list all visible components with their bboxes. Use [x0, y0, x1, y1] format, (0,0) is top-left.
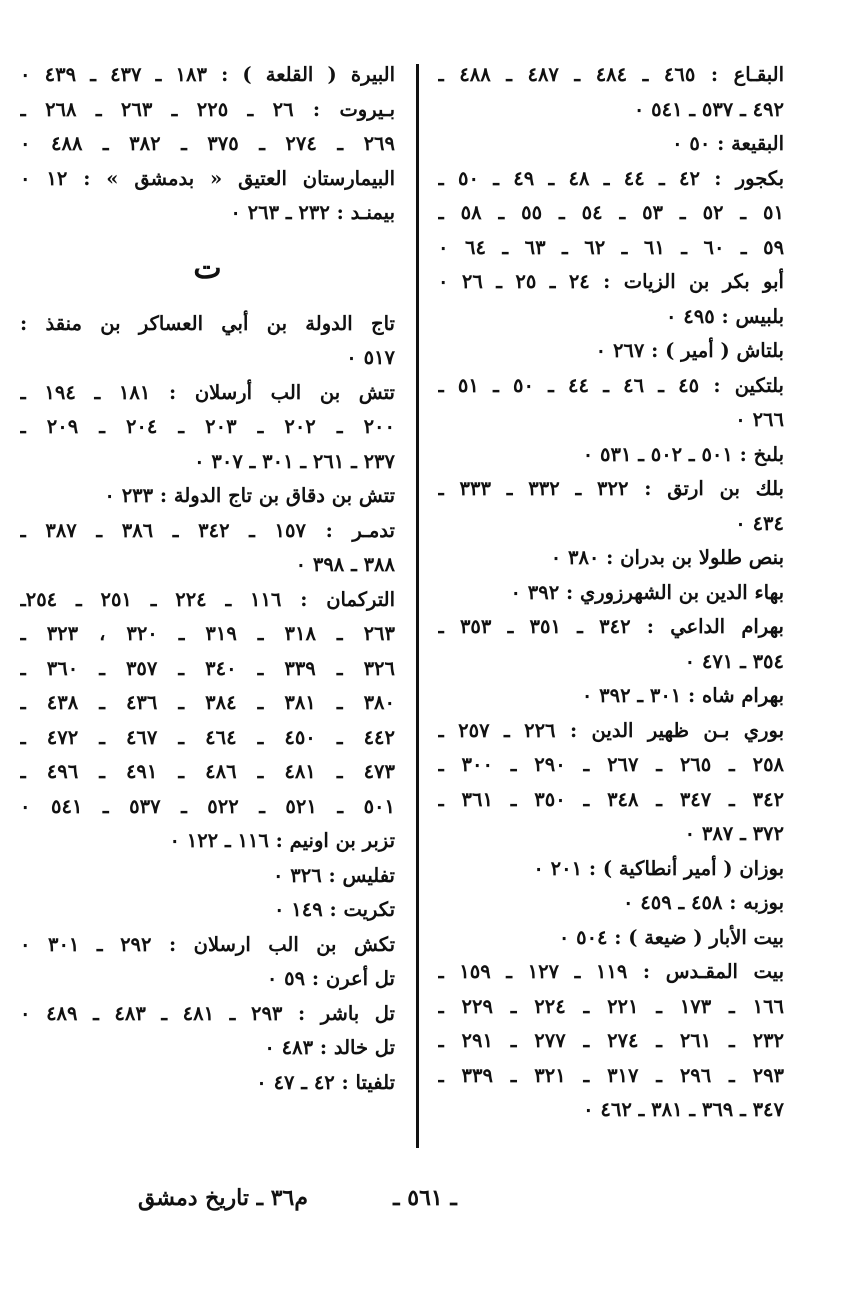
index-entry: البقيعة : ٥٠ ٠	[672, 132, 784, 155]
index-entry: ٣٨٨ ـ ٣٩٨ ٠	[295, 553, 395, 576]
index-entry: ٤٤٢ ـ ٤٥٠ ـ ٤٦٤ ـ ٤٦٧ ـ ٤٧٢ ـ	[20, 725, 395, 749]
index-entry: البقـاع : ٤٦٥ ـ ٤٨٤ ـ ٤٨٧ ـ ٤٨٨ ـ	[438, 63, 784, 86]
index-entry: ٢٣٧ ـ ٢٦١ ـ ٣٠١ ـ ٣٠٧ ٠	[194, 449, 395, 473]
index-entry: بلك بن ارتق : ٣٢٢ ـ ٣٣٢ ـ ٣٣٣ ـ	[438, 477, 784, 500]
index-entry: تل خالد : ٤٨٣ ٠	[264, 1036, 395, 1059]
index-entry: تدمـر : ١٥٧ ـ ٣٤٢ ـ ٣٨٦ ـ ٣٨٧ ـ	[20, 518, 395, 542]
index-entry: تفليس : ٣٢٦ ٠	[273, 863, 395, 887]
index-entry: بيت المقـدس : ١١٩ ـ ١٢٧ ـ ١٥٩ ـ	[438, 960, 784, 983]
index-entry: ٥١٧ ٠	[346, 346, 395, 369]
index-entry: بهرام شاه : ٣٠١ ـ ٣٩٢ ٠	[581, 684, 784, 707]
index-entry: التركمان : ١١٦ ـ ٢٢٤ ـ ٢٥١ ـ ٢٥٤ـ	[20, 587, 395, 611]
index-entry: ١٦٦ ـ ١٧٣ ـ ٢٢١ ـ ٢٢٤ ـ ٢٢٩ ـ	[438, 994, 784, 1018]
index-entry: بوزبه : ٤٥٨ ـ ٤٥٩ ٠	[623, 891, 784, 914]
column-divider	[416, 64, 419, 1148]
index-entry: ٣٤٧ ـ ٣٦٩ ـ ٣٨١ ـ ٤٦٢ ٠	[583, 1098, 784, 1121]
index-entry: تتش بن دقاق بن تاج الدولة : ٢٣٣ ٠	[104, 484, 395, 507]
index-entry: ٤٩٢ ـ ٥٣٧ ـ ٥٤١ ٠	[633, 97, 784, 121]
index-entry: ٣٤٢ ـ ٣٤٧ ـ ٣٤٨ ـ ٣٥٠ ـ ٣٦١ ـ	[438, 787, 784, 811]
index-entry: تزبر بن اونيم : ١١٦ ـ ١٢٢ ٠	[169, 829, 395, 852]
index-entry: تلفيتا : ٤٢ ـ ٤٧ ٠	[256, 1070, 395, 1094]
index-entry: بلىخ : ٥٠١ ـ ٥٠٢ ـ ٥٣١ ٠	[582, 442, 784, 466]
index-entry: ٢٦٩ ـ ٢٧٤ ـ ٣٧٥ ـ ٣٨٢ ـ ٤٨٨ ٠	[20, 132, 395, 155]
index-entry: ٥١ ـ ٥٢ ـ ٥٣ ـ ٥٤ ـ ٥٥ ـ ٥٨ ـ	[438, 201, 784, 224]
index-entry: بـيروت : ٢٦ ـ ٢٢٥ ـ ٢٦٣ ـ ٢٦٨ ـ	[20, 97, 395, 121]
index-entry: بوري بـن ظهير الدين : ٢٢٦ ـ ٢٥٧ ـ	[438, 718, 784, 742]
section-letter-heading: ت	[193, 250, 222, 286]
index-entry: ٤٣٤ ٠	[735, 511, 784, 535]
volume-label: م٣٦ ـ تاريخ دمشق	[137, 1185, 308, 1211]
index-entry: بنص طلولا بن بدران : ٣٨٠ ٠	[550, 546, 784, 569]
index-entry: ٥٠١ ـ ٥٢١ ـ ٥٢٢ ـ ٥٣٧ ـ ٥٤١ ٠	[20, 794, 395, 818]
index-entry: بهاء الدين بن الشهرزوري : ٣٩٢ ٠	[510, 580, 784, 604]
index-entry: ٣٥٤ ـ ٤٧١ ٠	[684, 649, 784, 673]
index-entry: تل باشر : ٢٩٣ ـ ٤٨١ ـ ٤٨٣ ـ ٤٨٩ ٠	[20, 1001, 395, 1025]
index-column-right	[438, 58, 784, 1128]
index-entry: ٢٣٢ ـ ٢٦١ ـ ٢٧٤ ـ ٢٧٧ ـ ٢٩١ ـ	[438, 1029, 784, 1052]
index-entry: ٢٦٦ ٠	[735, 408, 784, 431]
index-entry: تكريت : ١٤٩ ٠	[273, 898, 395, 921]
index-entry: بكجور : ٤٢ ـ ٤٤ ـ ٤٨ ـ ٤٩ ـ ٥٠ ـ	[438, 166, 784, 190]
index-entry: ٢٠٠ ـ ٢٠٢ ـ ٢٠٣ ـ ٢٠٤ ـ ٢٠٩ ـ	[20, 415, 395, 438]
index-entry: تتش بن الب أرسلان : ١٨١ ـ ١٩٤ ـ	[20, 380, 395, 404]
index-entry: تكش بن الب ارسلان : ٢٩٢ ـ ٣٠١ ٠	[20, 932, 395, 956]
index-entry: البيرة ( القلعة ) : ١٨٣ ـ ٤٣٧ ـ ٤٣٩ ٠	[20, 63, 395, 86]
index-entry: ٥٩ ـ ٦٠ ـ ٦١ ـ ٦٢ ـ ٦٣ ـ ٦٤ ٠	[438, 235, 784, 259]
index-column-left	[20, 58, 395, 1100]
index-entry: بلبيس : ٤٩٥ ٠	[666, 304, 784, 328]
index-entry: تاج الدولة بن أبي العساكر بن منقذ :	[20, 311, 395, 335]
page-number: ـ ٥٦١ ـ	[393, 1185, 457, 1211]
index-entry: ٢٥٨ ـ ٢٦٥ ـ ٢٦٧ ـ ٢٩٠ ـ ٣٠٠ ـ	[438, 753, 784, 776]
index-entry: ٤٧٣ ـ ٤٨١ ـ ٤٨٦ ـ ٤٩١ ـ ٤٩٦ ـ	[20, 760, 395, 783]
index-entry: ٢٩٣ ـ ٢٩٦ ـ ٣١٧ ـ ٣٢١ ـ ٣٣٩ ـ	[438, 1063, 784, 1087]
index-entry: بوزان ( أمير أنطاكية ) : ٢٠١ ٠	[533, 856, 784, 880]
index-entry: بهرام الداعي : ٣٤٢ ـ ٣٥١ ـ ٣٥٣ ـ	[438, 615, 784, 638]
index-entry: أبو بكر بن الزيات : ٢٤ ـ ٢٥ ـ ٢٦ ٠	[438, 270, 784, 293]
index-entry: ٣٨٠ ـ ٣٨١ ـ ٣٨٤ ـ ٤٣٦ ـ ٤٣٨ ـ	[20, 691, 395, 714]
index-entry: ٣٢٦ ـ ٣٣٩ ـ ٣٤٠ ـ ٣٥٧ ـ ٣٦٠ ـ	[20, 656, 395, 680]
index-entry: بلتكين : ٤٥ ـ ٤٦ ـ ٤٤ ـ ٥٠ ـ ٥١ ـ	[438, 373, 784, 397]
index-entry: البيمارستان العتيق « بدمشق » : ١٢ ٠	[20, 166, 395, 190]
index-entry: بيمنـد : ٢٣٢ ـ ٢٦٣ ٠	[230, 201, 395, 224]
index-entry: بيت الأبار ( ضيعة ) : ٥٠٤ ٠	[558, 925, 784, 949]
index-entry: ٢٦٣ ـ ٣١٨ ـ ٣١٩ ـ ٣٢٠ ، ٣٢٣ ـ	[20, 622, 395, 645]
index-entry: تل أعرن : ٥٩ ٠	[266, 967, 395, 990]
index-entry: ٣٧٢ ـ ٣٨٧ ٠	[684, 822, 784, 845]
index-entry: بلتاش ( أمير ) : ٢٦٧ ٠	[595, 339, 784, 362]
